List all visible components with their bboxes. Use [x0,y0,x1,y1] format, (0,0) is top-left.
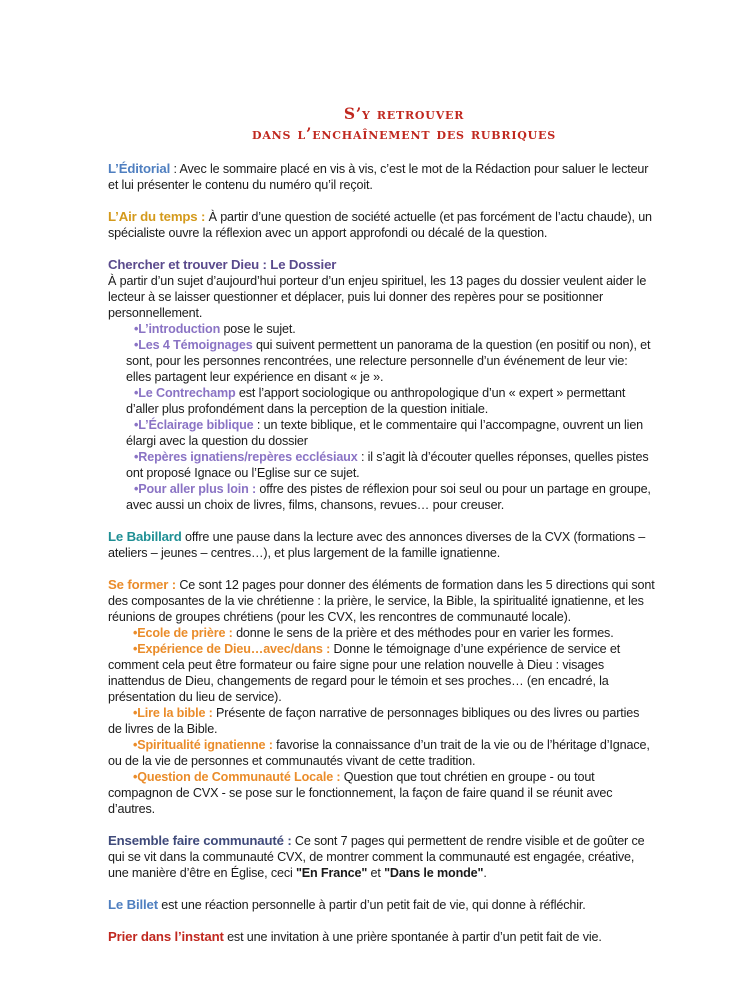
bullet-icon: • [133,626,138,640]
editorial-text: : Avec le sommaire placé en vis à vis, c’est le mot de la Rédaction pour saluer le lecteur et lui présenter le contenu du numéro qu’il reçoit. [108,162,649,192]
item-label: Repères ignatiens/repères ecclésiaux [138,450,358,464]
air-heading: L’Air du temps : [108,209,206,224]
list-item [108,737,656,769]
item-text: est l’apport sociologique ou anthropologique d’un « expert » permettant d’aller plus profondément dans la perception de la question initiale. [126,386,626,416]
dossier-heading: Chercher et trouver Dieu : Le Dossier [108,257,337,272]
seformer-heading: Se former : [108,577,176,592]
ensemble-heading: Ensemble faire communauté : [108,833,292,848]
bullet-icon: • [134,450,139,464]
item-label: Pour aller plus loin : [138,482,257,496]
billet-heading: Le Billet [108,897,158,912]
item-text: offre des pistes de réflexion pour soi seul ou pour un partage en groupe, avec aussi un choix de livres, films, chansons, revues… pour creuser. [126,482,651,512]
item-label: Le Contrechamp [138,386,236,400]
prier-heading: Prier dans l’instant [108,929,224,944]
section-editorial [108,161,656,193]
item-label: Lire la bible : [137,706,213,720]
editorial-heading: L’Éditorial [108,161,171,176]
item-text: : un texte biblique, et le commentaire qui l’accompagne, ouvrent un lien élargi avec la question du dossier [126,418,644,448]
ensemble-text: Ce sont 7 pages qui permettent de rendre visible et de goûter ce qui se vit dans la communauté CVX, de montrer comment la communauté est engagée, créative, une manière d’être en Église, ceci [108,834,645,880]
list-item [108,321,656,337]
dossier-intro: À partir d’un sujet d’aujourd’hui porteur d’un enjeu spirituel, les 13 pages du dossier veulent aider le lecteur à se laisser questionner et déplacer, puis lui donner des repères pour se positionner personnellement. [108,274,647,320]
list-item [108,449,656,481]
item-label: Ecole de prière : [137,626,233,640]
item-text: Donne le témoignage d’une expérience de service et comment cela peut être formateur ou faire signe pour une relation nouvelle à Dieu : visages inattendus de Dieu, changements de regard pour le témoin et ses proches… (en encadré, la présentation du lieu de service). [108,642,621,704]
item-label: L’Éclairage biblique [138,418,254,432]
bullet-icon: • [133,642,138,656]
bullet-icon: • [134,482,139,496]
bullet-icon: • [133,738,138,752]
list-item [108,481,656,513]
section-ensemble [108,833,656,881]
item-text: : il s’agit là d’écouter quelles réponses, quelles pistes ont proposé Ignace ou l’Eglise sur ce sujet. [126,450,649,480]
babillard-text: offre une pause dans la lecture avec des annonces diverses de la CVX (formations – ateliers – jeunes – centres…), et plus largement de la famille ignatienne. [108,530,646,560]
air-text: À partir d’une question de société actuelle (et pas forcément de l’actu chaude), un spécialiste ouvre la réflexion avec un apport approfondi ou décalé de la question. [108,210,652,240]
item-text: Présente de façon narrative de personnages bibliques ou des livres ou parties de livres de la Bible. [108,706,640,736]
section-air-du-temps [108,209,656,241]
item-text: qui suivent permettent un panorama de la question (en positif ou non), et sont, pour les personnes rencontrées, une relecture personnelle d’un événement de leur vie: elles partagent leur expérience en disant « je ». [126,338,651,384]
document-page [108,104,656,961]
title-line-2: dans l’enchaînement des rubriques [252,124,556,143]
item-text: Question que tout chrétien en groupe - ou tout compagnon de CVX - se pose sur le fonctionnement, la façon de faire quand il se réunit avec d’autres. [108,770,613,816]
item-label: Expérience de Dieu…avec/dans : [137,642,331,656]
item-label: Les 4 Témoignages [138,338,253,352]
item-text: pose le sujet. [220,322,296,336]
item-text: favorise la connaissance d’un trait de la vie ou de l’héritage d’Ignace, ou de la vie de personnes et communautés vivant de cette tradition. [108,738,650,768]
item-label: L’introduction [138,322,221,336]
list-item [108,417,656,449]
bullet-icon: • [133,706,138,720]
seformer-intro: Ce sont 12 pages pour donner des éléments de formation dans les 5 directions qui sont des composantes de la vie chrétienne : la prière, le service, la Bible, la spiritualité ignatienne, et les réunions de groupes chrétiens (pour les CVX, les rencontres de communauté locale). [108,578,655,624]
bullet-icon: • [134,322,139,336]
ensemble-quote-france: "En France" [295,866,368,880]
list-item [108,641,656,705]
list-item [108,705,656,737]
item-text: donne le sens de la prière et des méthodes pour en varier les formes. [232,626,614,640]
ensemble-text-end: . [483,866,487,880]
section-prier [108,929,656,945]
item-label: Spiritualité ignatienne : [137,738,273,752]
babillard-heading: Le Babillard [108,529,182,544]
section-se-former [108,577,656,817]
section-dossier [108,257,656,513]
billet-text: est une réaction personnelle à partir d’un petit fait de vie, qui donne à réfléchir. [157,898,586,912]
section-babillard [108,529,656,561]
prier-text: est une invitation à une prière spontanée à partir d’un petit fait de vie. [223,930,602,944]
bullet-icon: • [134,338,139,352]
section-billet [108,897,656,913]
page-title [152,104,656,144]
list-item [108,337,656,385]
bullet-icon: • [134,386,139,400]
list-item [108,769,656,817]
title-line-1: S’y retrouver [343,104,465,123]
item-label: Question de Communauté Locale : [137,770,341,784]
list-item [108,385,656,417]
ensemble-text-mid: et [367,866,385,880]
ensemble-quote-monde: "Dans le monde" [384,866,484,880]
bullet-icon: • [133,770,138,784]
list-item [108,625,656,641]
bullet-icon: • [134,418,139,432]
